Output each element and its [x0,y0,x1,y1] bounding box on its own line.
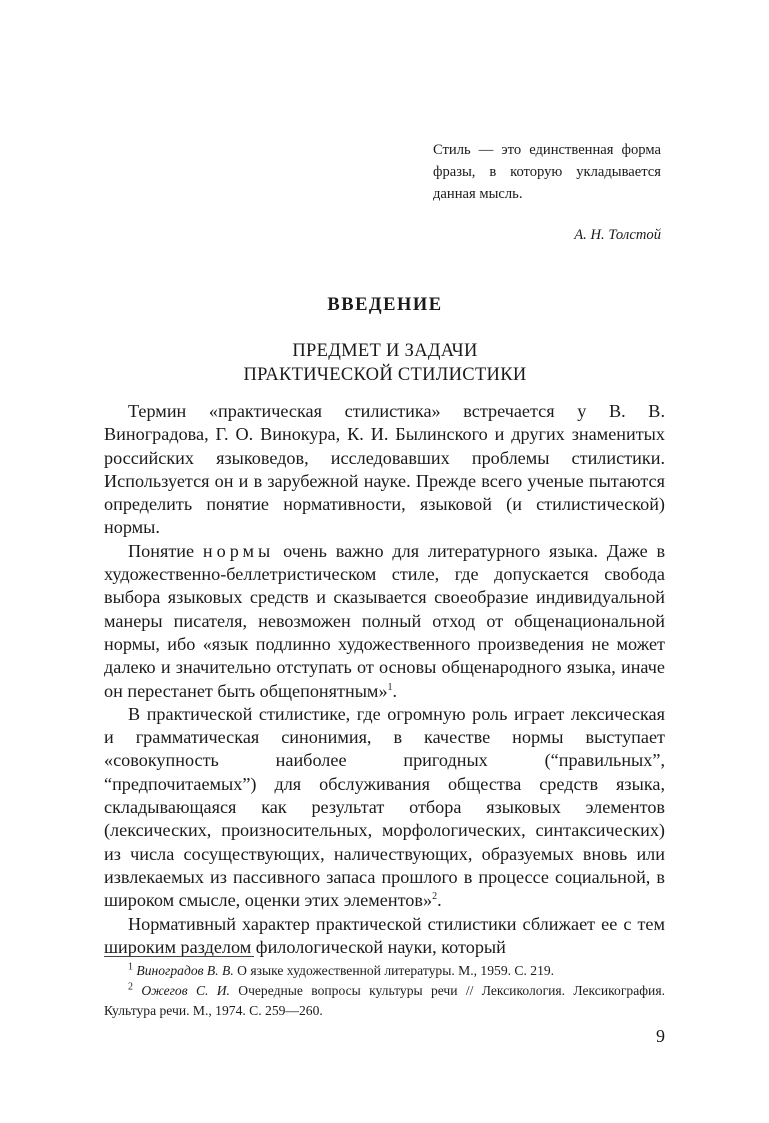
section-title: ВВЕДЕНИЕ [327,295,443,315]
footnote-1-author: Виноградов В. В. [136,963,234,978]
paragraph-3-end: . [437,890,442,911]
footnote-number-2: 2 [128,981,133,993]
paragraph-1: Термин «практическая стилистика» встречается у В. В. Виноградова, Г. О. Винокура, К. И. Былинского и других знаменитых российских языковедов, исследовавших проблемы стилистики. Используется он и в зарубежной науке. Прежде всего ученые пытаются определить понятие нормативности, языковой (и стилистической) нормы. [104,401,665,538]
chapter-subtitle-line-1: ПРЕДМЕТ И ЗАДАЧИ [292,341,478,361]
footnote-1 [104,961,665,981]
paragraph-2-rest: очень важно для литературного языка. Даже в художественно-беллетристическом стиле, где допускается свобода выбора языковых средств и сказывается своеобразие индивидуальной манеры писателя, невозможен полный отход от общенациональной нормы, ибо «язык подлинно художественного произведения не может далеко и значительно отступать от основы общенародного языка, иначе он перестанет быть общепонятным» [104,540,666,701]
paragraph-4: Нормативный характер практической стилистики сближает ее с тем широким разделом филологической науки, который [104,913,665,957]
footnotes [104,961,665,1021]
footnote-ref-2: 2 [432,891,438,903]
body-text [104,400,665,959]
spaced-term-norm: нормы [202,540,275,561]
chapter-subtitle-line-2: ПРАКТИЧЕСКОЙ СТИЛИСТИКИ [243,365,527,385]
epigraph-author: А. Н. Толстой [574,227,661,243]
paragraph-3-text: В практической стилистике, где огромную роль играет лексическая и грамматическая синонимия, в качестве нормы выступает «совокупность наиболее пригодных (“правильных”, “предпочитаемых”) для обслуживания общества средств языка, складывающаяся как результат отбора языковых элементов (лексических, произносительных, морфологических, синтаксических) из числа сосуществующих, наличествующих, образуемых вновь или извлекаемых из пассивного запаса прошлого в процессе социальной, в широком смысле, оценки этих элементов» [104,703,665,911]
paragraph-2-end: . [392,680,398,701]
footnote-2-text: Очередные вопросы культуры речи // Лексикология. Лексикография. Культура речи. М., 1974. С. 259—260. [104,983,665,1018]
footnote-1-text: О языке художественной литературы. М., 1959. С. 219. [237,963,555,978]
paragraph-2 [104,540,665,703]
page-number: 9 [656,1026,665,1046]
paragraph-3 [104,703,665,913]
footnote-ref-1: 1 [387,681,393,693]
footnote-2-author: Ожегов С. И. [141,983,230,998]
footnote-2 [104,981,665,1021]
footnote-number-1: 1 [128,961,133,973]
footnote-divider [104,956,254,957]
epigraph-text: Стиль — это единственная форма фразы, в которую укладывается данная мысль. [433,142,661,202]
paragraph-2-start: Понятие [128,540,195,561]
